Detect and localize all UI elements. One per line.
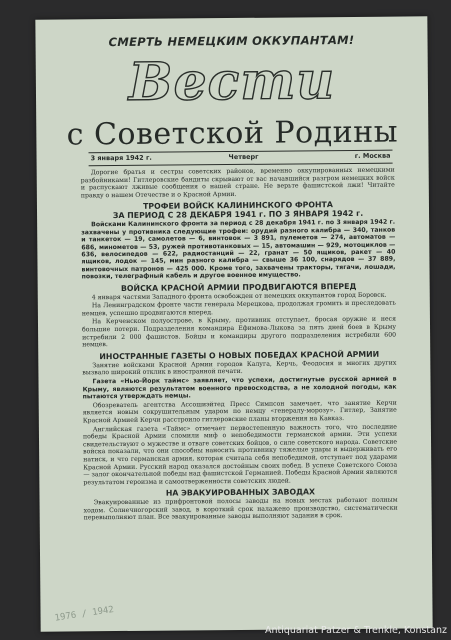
advance-paragraph: На Керченском полуострове, в Крыму, противник отступает, бросая оружие и неся большие потери. Подразделения командира Ефимова-Лыкова за пять дней боев в Крыму истребили 2 000 фашистов. Бойцы и командиры другого подразделения истребили 600 немцев. xyxy=(82,315,397,349)
intro-paragraph: Дорогие братья и сестры советских районов, временно оккупированных немецкими разбойниками! Гитлеровские бандиты скрывают от вас начавшийся разгром немецких войск и распускают лживые сообщения о нашей стране. Не верьте фашистской лжи! Читайте правду о нашем Отечестве и о Красной Армии. xyxy=(80,166,395,200)
masthead-title: Вести xyxy=(128,50,336,113)
issue-date: 3 января 1942 г. xyxy=(90,153,152,163)
foreign-press-paragraph: Занятие войсками Красной Армии городов Калуга, Керчь, Феодосия и многих других вызвало широкий отклик в иностранной печати. xyxy=(82,359,397,377)
dateline xyxy=(88,150,392,167)
dealer-watermark: Antiquariat Patzer & Trenkle, Konstanz xyxy=(265,625,447,636)
archive-stamp: 1976 / 1942 xyxy=(54,604,115,624)
foreign-press-paragraph: Газета «Нью-Йорк таймс» заявляет, что успехи, достигнутые русской армией в Крыму, являются результатом военного превосходства, а не холодной погоды, как пытаются утверждать немцы. xyxy=(82,375,397,401)
section-trophies-heading: ТРОФЕИ ВОЙСК КАЛИНИНСКОГО ФРОНТА ЗА ПЕРИОД С 28 ДЕКАБРЯ 1941 г. ПО 3 ЯНВАРЯ 1942 г. xyxy=(112,200,364,221)
foreign-press-paragraph: Английская газета «Таймс» отмечает первостепенную важность того, что последние победы Красной Армии сломили миф о непобедимости германской армии. Эти успехи свидетельствуют о мужестве и отваге советских бойцов, о силе советского народа. Советские войска показали, что они способны наносить противнику тяжелые удары и выдерживать его натиск, и что германская армия, которая считала себя непобедимой, отступает под ударами Красной Армии. Русский народ оказался достойным своих побед. В успехе Советского Союза — залог окончательной победы над фашистской Германией. Победы Красной Армии являются результатом героизма и самоотверженности советских людей. xyxy=(82,423,398,487)
issue-weekday: Четверг xyxy=(228,152,259,162)
article-body xyxy=(81,167,398,524)
section-advance-heading: ВОЙСКА КРАСНОЙ АРМИИ ПРОДВИГАЮТСЯ ВПЕРЕД xyxy=(120,281,357,293)
masthead-subtitle: с Советской Родины xyxy=(66,114,399,153)
foreign-press-paragraph: Обозреватель агентства Ассошиэйтед Пресс Симпсон замечает, что занятие Керчи является новым сокрушительным ударом по немцу «генералу-морозу». Гитлер, Занятие Красной Армией Керчи расстроило гитлеровские планы вторжения на Кавказ. xyxy=(82,399,397,425)
section-factories-heading: НА ЭВАКУИРОВАННЫХ ЗАВОДАХ xyxy=(165,487,316,498)
section-foreign-press-heading: ИНОСТРАННЫЕ ГАЗЕТЫ О НОВЫХ ПОБЕДАХ КРАСНОЙ АРМИИ xyxy=(99,349,380,361)
trophies-paragraph: Войсками Калининского фронта за период с 28 декабря 1941 г. по 3 января 1942 г. захвачены у противника следующие трофеи: орудий разного калибра — 340, танков и танкеток — 19, самолетов — 6, винтовок — 3 891, пулеметов — 274, автоматов — 686, минометов — 53, ружей противотанковых — 15, автомашин — 929, мотоциклов — 636, велосипедов — 622, радиостанций — 22, гранат — 50 ящиков, ракет — 40 ящиков, лодок — 145, мин разного калибра — свыше 36 100, снарядов — 37 889, винтовочных патронов — 425 000. Кроме того, захвачены тракторы, тягачи, лошади, повозки, телеграфный кабель и другое военное имущество. xyxy=(81,218,396,281)
factories-paragraph: Эвакуированные из прифронтовой полосы заводы на новых местах работают полным ходом. Солнечногорский завод, в короткий срок налажено производство, систематически перевыполняют план. Все эвакуированные заводы выполняют задания в срок. xyxy=(83,496,398,522)
advance-paragraph: 4 января частями Западного фронта освобожден от немецких оккупантов город Боровск. xyxy=(91,291,387,301)
newspaper-sheet xyxy=(35,16,432,631)
slogan: СМЕРТЬ НЕМЕЦКИМ ОККУПАНТАМ! xyxy=(108,32,355,50)
advance-paragraph: На Ленинградском фронте части генерала Мерецкова, продолжая громить и преследовать немцев, успешно продвигаются вперед. xyxy=(81,299,396,318)
issue-city: г. Москва xyxy=(354,151,391,160)
